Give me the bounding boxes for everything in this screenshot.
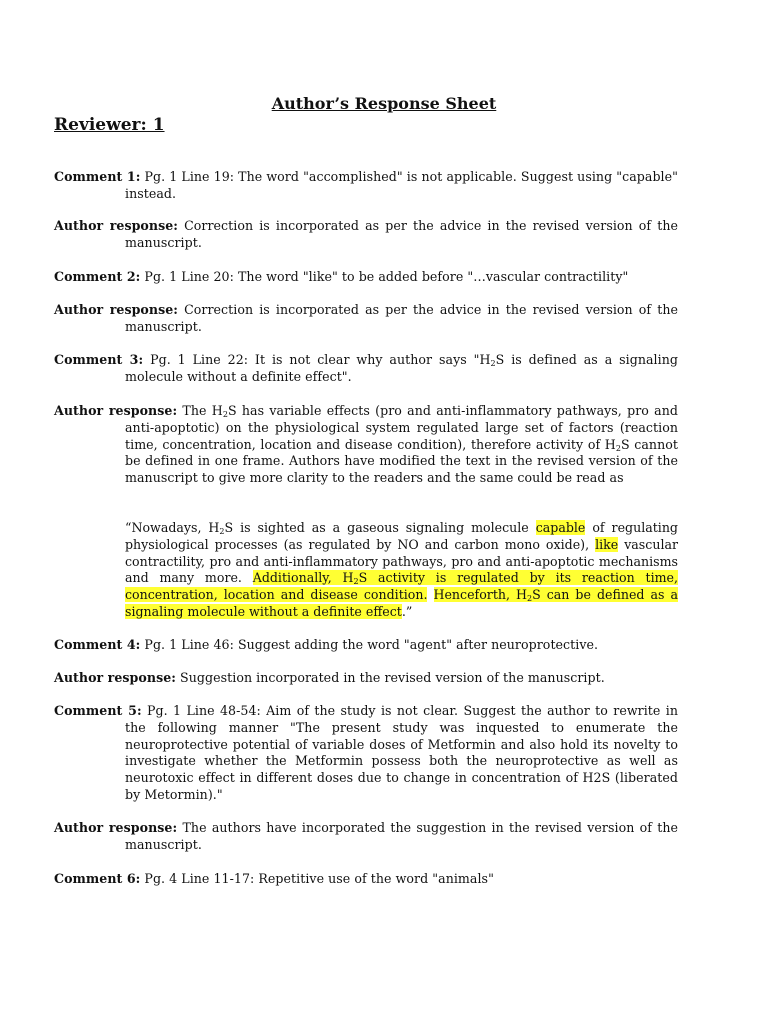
author-response-1 (54, 218, 678, 252)
comment-label: Comment 1: (54, 169, 141, 184)
subscript-2: 2 (490, 359, 496, 368)
response-label: Author response: (54, 403, 178, 418)
highlight-text: Additionally, H (252, 570, 354, 586)
quote-text: S is sighted as a gaseous signaling molecule (224, 520, 536, 535)
comment-text: Pg. 1 Line 22: It is not clear why author says "H (150, 352, 491, 367)
comment-text: Pg. 1 Line 19: The word "accomplished" is not applicable. Suggest using "capable" instead. (125, 169, 678, 201)
quote-text: vascular contractility, pro and anti-inflammatory pathways, pro and anti-apoptotic mechanisms and many more. (125, 536, 678, 586)
response-text: Correction is incorporated as per the advice in the revised version of the manuscript. (125, 218, 678, 250)
author-response-5 (54, 820, 678, 854)
subscript-2: 2 (615, 443, 621, 453)
comment-3 (54, 352, 678, 386)
author-response-4 (54, 670, 678, 687)
comment-1 (54, 169, 678, 203)
reviewer-heading: Reviewer: 1 (54, 115, 165, 135)
response-text: The authors have incorporated the suggestion in the revised version of the manuscript. (125, 820, 678, 852)
subscript-2: 2 (527, 594, 533, 604)
revised-text-quote (125, 520, 678, 621)
comment-label: Comment 5: (54, 703, 142, 718)
comment-text: Pg. 1 Line 46: Suggest adding the word "agent" after neuroprotective. (144, 637, 599, 652)
response-label: Author response: (54, 302, 178, 317)
highlight: capable (535, 520, 586, 535)
quote-text: .” (401, 603, 413, 619)
quote-text: “Nowadays, H (125, 520, 220, 535)
response-text: Correction is incorporated as per the advice in the revised version of the manuscript. (125, 302, 678, 334)
response-text-cont: S has variable effects (pro and anti-inflammatory pathways, pro and anti-apoptotic) on the physiological system regulated large set of factors (reaction time, concentration, location and disease condition), therefore activity of H (125, 403, 678, 452)
quote-text: of regulating physiological processes (as regulated by NO and carbon mono oxide), (125, 520, 678, 552)
author-response-3 (54, 403, 678, 487)
comment-5 (54, 703, 678, 804)
response-text: The H (182, 403, 223, 418)
comment-4 (54, 637, 678, 654)
highlight: like (595, 536, 619, 552)
comment-label: Comment 3: (54, 352, 144, 367)
author-response-2 (54, 302, 678, 336)
response-label: Author response: (54, 670, 176, 685)
page-title: Author’s Response Sheet (271, 94, 497, 113)
comment-text-cont: S is defined as a signaling molecule without a definite effect". (125, 352, 678, 384)
subscript-2: 2 (219, 527, 225, 536)
comment-label: Comment 2: (54, 269, 141, 284)
subscript-2: 2 (222, 410, 228, 419)
comment-label: Comment 6: (54, 871, 141, 886)
response-label: Author response: (54, 820, 178, 835)
highlight-text: Henceforth, H (433, 587, 527, 603)
comment-text: Pg. 1 Line 20: The word "like" to be added before "…vascular contractility" (144, 269, 629, 284)
highlight-text: S activity is regulated by its reaction time, concentration, location and disease condition. (125, 570, 678, 603)
highlight-text: S can be defined as a signaling molecule without a definite effect (125, 587, 678, 619)
comment-text: Pg. 4 Line 11-17: Repetitive use of the word "animals" (144, 871, 494, 886)
response-label: Author response: (54, 218, 178, 233)
comment-6 (54, 871, 678, 888)
subscript-2: 2 (353, 577, 359, 587)
comment-2 (54, 269, 678, 286)
response-text: Suggestion incorporated in the revised version of the manuscript. (180, 670, 605, 685)
comment-label: Comment 4: (54, 637, 141, 652)
response-text-cont: S cannot be defined in one frame. Authors have modified the text in the revised version of the manuscript to give more clarity to the readers and the same could be read as (125, 436, 678, 486)
comment-text: Pg. 1 Line 48-54: Aim of the study is not clear. Suggest the author to rewrite in the following manner "The present study was inquested to enumerate the neuroprotective potential of variable doses of Metformin and also hold its novelty to investigate whether the Metformin possess both the neuroprotective as well as neurotoxic effect in different doses due to change in concentration of H2S (liberated by Metormin)." (125, 703, 679, 802)
